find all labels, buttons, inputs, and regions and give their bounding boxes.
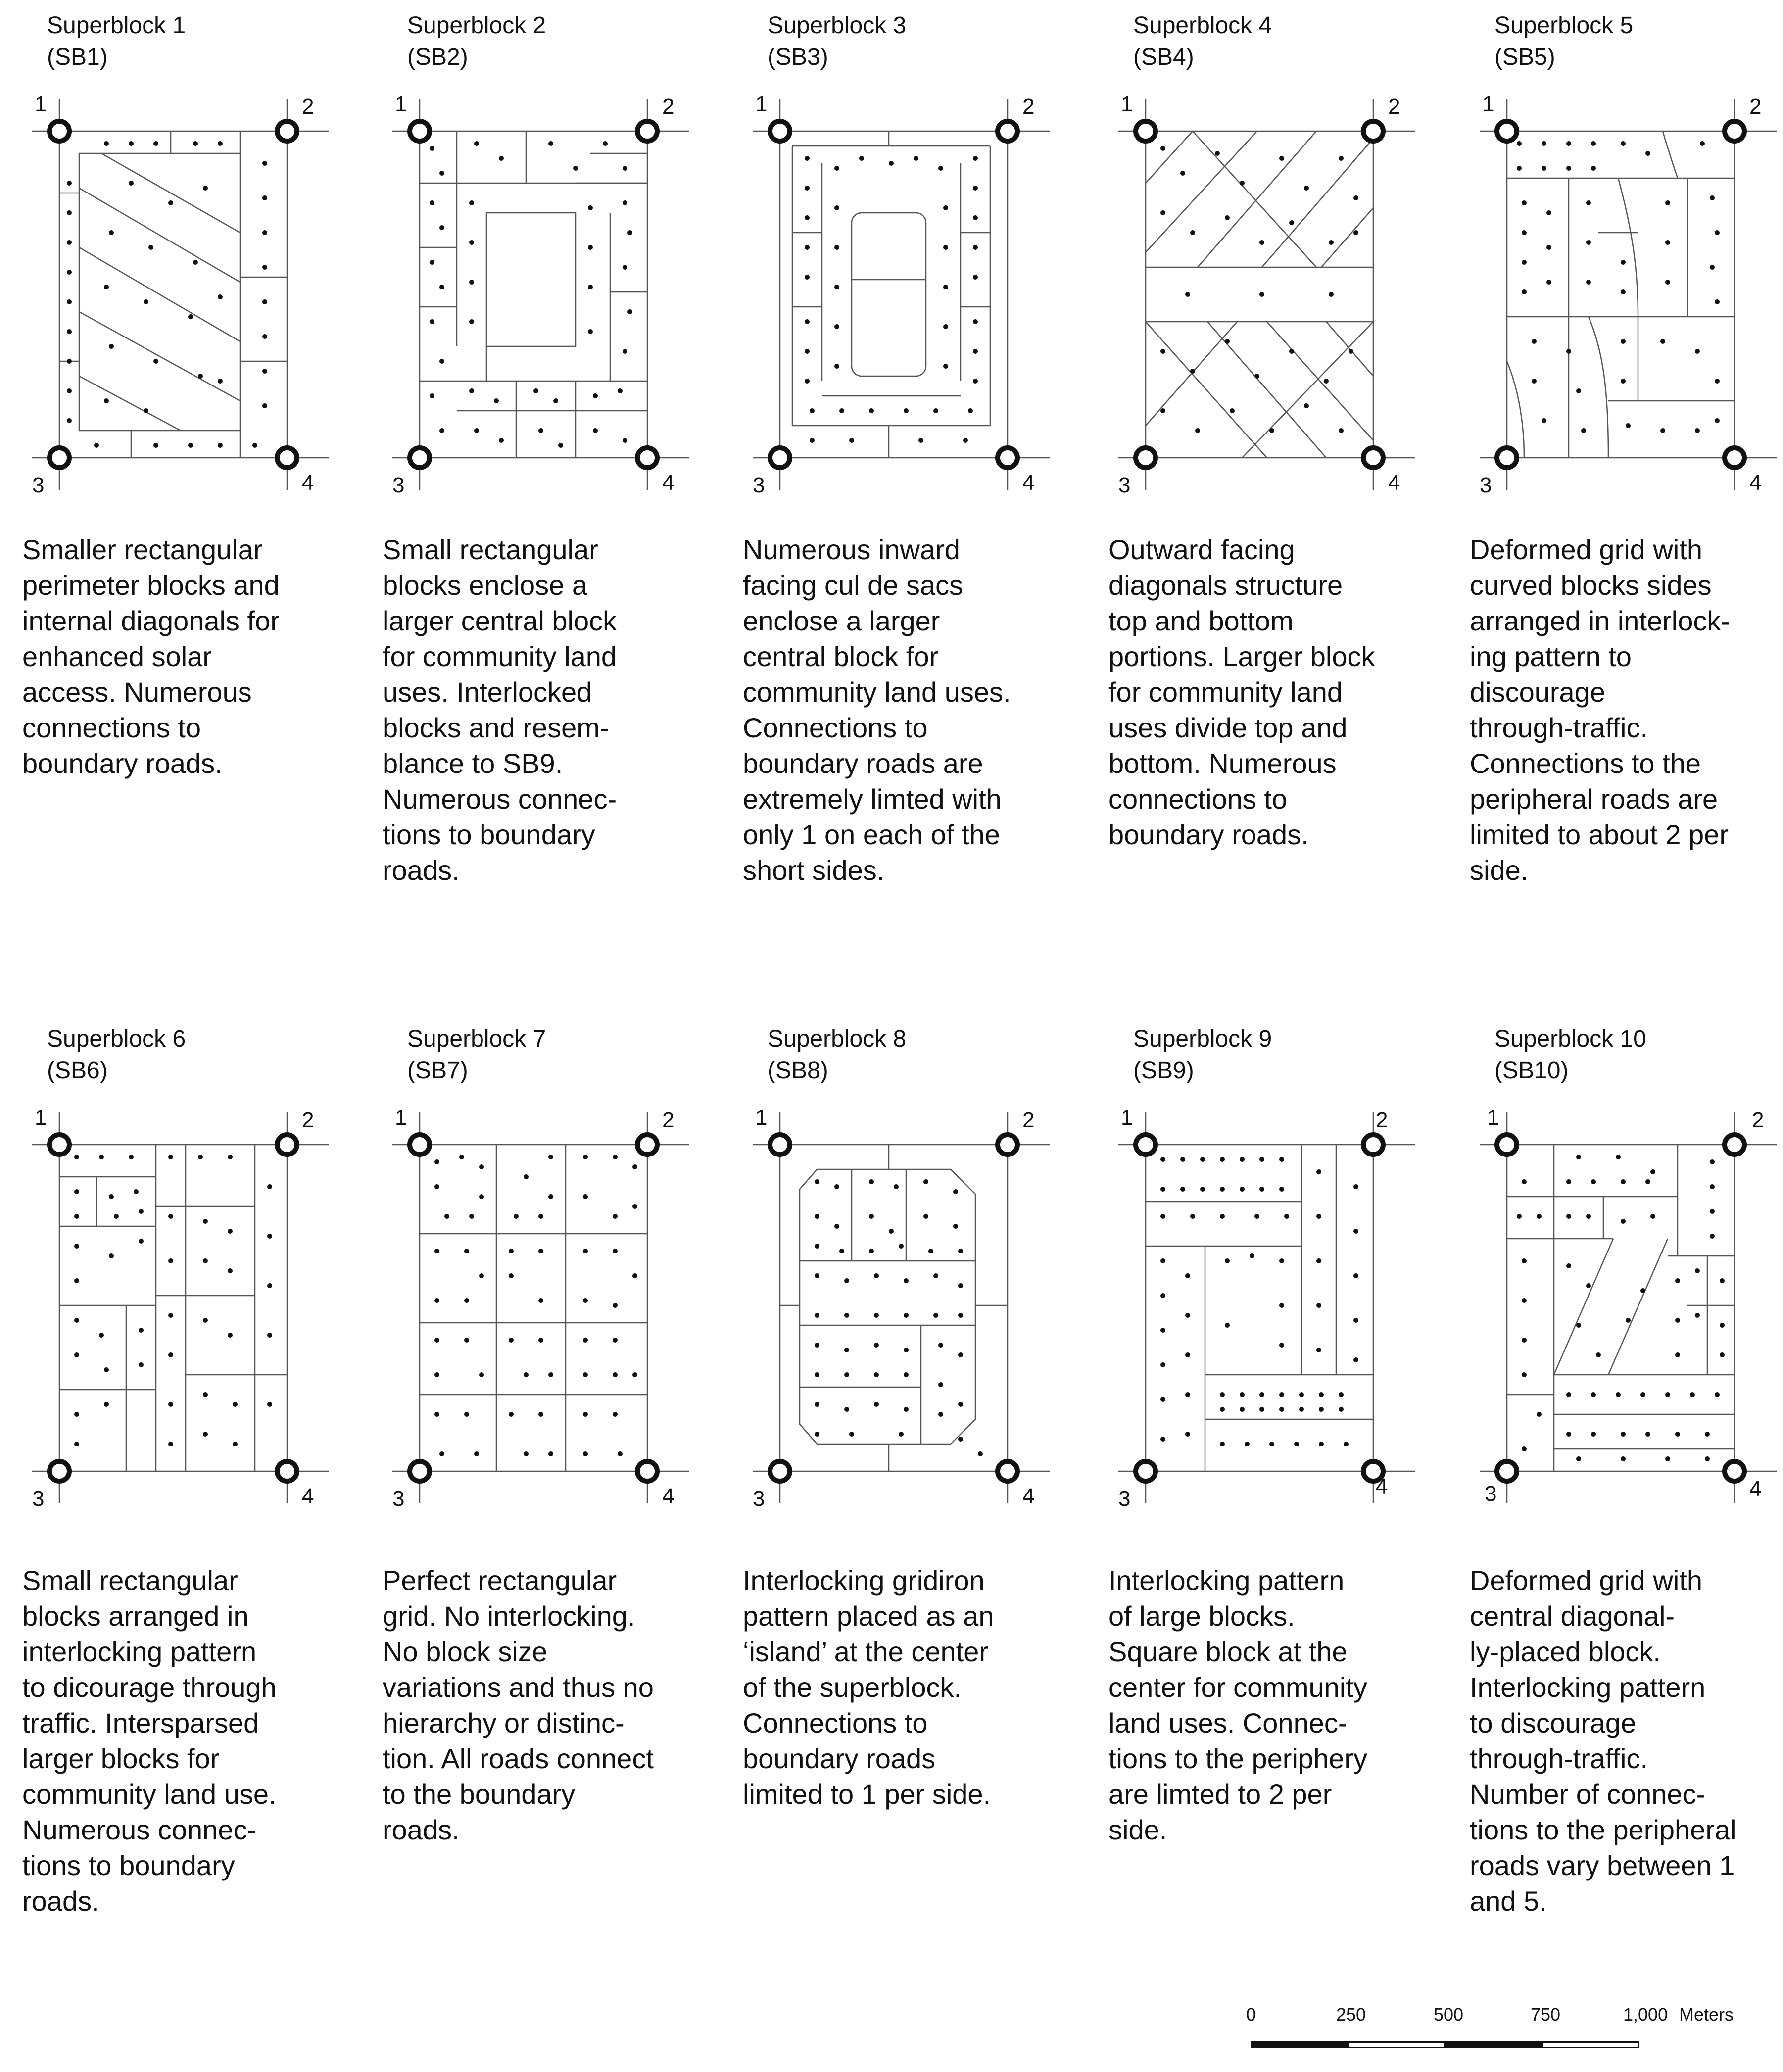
superblock-10-code: (SB10) <box>1494 1058 1569 1084</box>
svg-text:1: 1 <box>755 1106 768 1130</box>
superblock-7-panel <box>383 1023 729 2028</box>
superblock-9-panel <box>1108 1023 1455 2028</box>
svg-text:1: 1 <box>755 92 768 116</box>
svg-text:1: 1 <box>395 1106 407 1130</box>
superblock-5-code: (SB5) <box>1494 44 1555 70</box>
superblock-5-plan <box>1480 84 1777 515</box>
svg-text:3: 3 <box>32 1487 45 1511</box>
svg-text:3: 3 <box>753 1487 765 1511</box>
superblock-1-code: (SB1) <box>47 44 108 70</box>
superblock-8-panel <box>743 1023 1089 2028</box>
superblock-7-code: (SB7) <box>407 1058 468 1084</box>
superblock-9-description: Interlocking pattern of large blocks. Square block at the center for community land uses. Connec- tions to the periphery are limted to 2 per side. <box>1108 1565 1367 1845</box>
superblock-10-plan <box>1480 1098 1777 1528</box>
svg-text:4: 4 <box>662 1484 675 1508</box>
svg-text:3: 3 <box>392 473 405 497</box>
superblock-5-name: Superblock 5 <box>1494 12 1634 39</box>
superblock-2-code: (SB2) <box>407 44 468 70</box>
superblock-4-description: Outward facing diagonals structure top and bottom portions. Larger block for community land uses divide top and bottom. Numerous connections to boundary roads. <box>1108 534 1375 850</box>
superblock-2-plan <box>392 84 689 515</box>
scale-segment-1 <box>1251 2041 1348 2048</box>
superblock-7-name: Superblock 7 <box>407 1026 546 1052</box>
superblock-7-plan <box>392 1098 689 1528</box>
superblock-3-code: (SB3) <box>768 44 828 70</box>
superblock-3-description: Numerous inward facing cul de sacs enclose a larger central block for community land uses. Connections to boundary roads are extremely limted with only 1 on each of the short sides. <box>743 534 1011 886</box>
superblock-3-panel <box>743 10 1089 1014</box>
superblock-10-description: Deformed grid with central diagonal- ly-placed block. Interlocking pattern to discourage through-traffic. Number of connec- tions to the peripheral roads vary between 1 and 5. <box>1470 1565 1736 1917</box>
superblock-4-code: (SB4) <box>1133 44 1194 70</box>
corner-node-1 <box>49 121 69 141</box>
superblock-2-description: Small rectangular blocks enclose a larger central block for community land uses. Interlocked blocks and resem- blance to SB9. Numerous connec- tions to boundary roads. <box>383 534 617 886</box>
svg-text:2: 2 <box>1022 1108 1035 1132</box>
superblock-1-plan <box>32 84 329 515</box>
superblock-4-title <box>1133 10 1272 73</box>
scale-segment-3 <box>1445 2041 1542 2048</box>
svg-text:3: 3 <box>1118 1487 1131 1511</box>
svg-text:3: 3 <box>1480 473 1492 497</box>
superblock-6-panel <box>22 1023 369 2028</box>
scale-bar <box>1237 2004 1732 2064</box>
corner-label-1: 1 <box>35 92 47 116</box>
superblock-4-plan <box>1118 84 1415 515</box>
corner-label-3: 3 <box>32 473 45 497</box>
svg-text:2: 2 <box>1749 95 1762 119</box>
svg-text:1: 1 <box>35 1106 47 1130</box>
superblock-6-title <box>47 1023 186 1087</box>
scale-tick-0: 0 <box>1246 2004 1256 2024</box>
superblock-9-plan <box>1118 1098 1415 1528</box>
superblock-4-panel <box>1108 10 1455 1014</box>
superblock-10-title <box>1494 1023 1646 1087</box>
superblock-10-name: Superblock 10 <box>1494 1026 1646 1052</box>
superblock-1-panel <box>22 10 369 1014</box>
superblock-9-code: (SB9) <box>1133 1058 1194 1084</box>
svg-text:1: 1 <box>395 92 407 116</box>
svg-text:2: 2 <box>302 1108 314 1132</box>
superblock-1-title <box>47 10 186 73</box>
svg-text:3: 3 <box>1485 1482 1497 1506</box>
scale-segment-4 <box>1542 2041 1639 2048</box>
svg-text:1: 1 <box>1482 92 1494 116</box>
superblock-7-title <box>407 1023 546 1087</box>
svg-text:3: 3 <box>392 1487 405 1511</box>
superblock-3-name: Superblock 3 <box>768 12 907 39</box>
svg-text:4: 4 <box>1376 1474 1388 1498</box>
svg-text:2: 2 <box>662 95 675 119</box>
svg-text:4: 4 <box>662 471 675 495</box>
svg-text:4: 4 <box>1022 471 1035 495</box>
superblock-8-title <box>768 1023 906 1087</box>
svg-text:2: 2 <box>1752 1108 1764 1132</box>
superblock-9-title <box>1133 1023 1272 1087</box>
corner-label-2: 2 <box>302 95 314 119</box>
superblock-2-name: Superblock 2 <box>407 12 546 39</box>
svg-text:1: 1 <box>1487 1106 1499 1130</box>
superblock-5-description: Deformed grid with curved blocks sides arranged in interlock- ing pattern to discourage through-traffic. Connections to the peripheral roads are limited to about 2 per side. <box>1470 534 1731 886</box>
svg-text:2: 2 <box>1022 95 1035 119</box>
svg-text:1: 1 <box>1121 1106 1133 1130</box>
superblock-3-title <box>768 10 906 73</box>
scale-tick-750: 750 <box>1531 2004 1561 2024</box>
superblock-10-panel <box>1470 1023 1783 2028</box>
svg-text:2: 2 <box>662 1108 675 1132</box>
svg-text:4: 4 <box>302 1484 314 1508</box>
superblock-1-description: Smaller rectangular perimeter blocks and internal diagonals for enhanced solar access. Numerous connections to boundary roads. <box>22 534 280 779</box>
svg-text:4: 4 <box>1388 471 1400 495</box>
corner-node-2 <box>277 121 297 141</box>
svg-text:4: 4 <box>1022 1484 1035 1508</box>
superblock-8-plan <box>753 1098 1050 1528</box>
scale-tick-500: 500 <box>1434 2004 1464 2024</box>
corner-label-4: 4 <box>302 471 314 495</box>
svg-text:3: 3 <box>1118 473 1131 497</box>
scale-tick-1000: 1,000 <box>1623 2004 1668 2024</box>
superblock-3-plan <box>753 84 1050 515</box>
scale-tick-250: 250 <box>1336 2004 1366 2024</box>
superblock-1-name: Superblock 1 <box>47 12 186 39</box>
superblock-8-description: Interlocking gridiron pattern placed as an ‘island’ at the center of the superblock. Connections to boundary roads limited to 1 per side. <box>743 1565 994 1810</box>
superblock-5-panel <box>1470 10 1783 1014</box>
superblock-7-description: Perfect rectangular grid. No interlocking. No block size variations and thus no hierarchy or distinc- tion. All roads connect to the boundary roads. <box>383 1565 654 1845</box>
svg-text:4: 4 <box>1749 1477 1762 1501</box>
svg-text:3: 3 <box>753 473 765 497</box>
superblock-6-description: Small rectangular blocks arranged in interlocking pattern to dicourage through traffic. Intersparsed larger blocks for community land use. Numerous connec- tions to boundary roads. <box>22 1565 277 1917</box>
superblock-9-name: Superblock 9 <box>1133 1026 1272 1052</box>
superblock-6-plan <box>32 1098 329 1528</box>
scale-unit: Meters <box>1679 2004 1734 2024</box>
superblock-2-panel <box>383 10 729 1014</box>
superblock-5-title <box>1494 10 1633 73</box>
svg-text:2: 2 <box>1388 95 1400 119</box>
corner-node-3 <box>49 448 69 468</box>
superblock-6-name: Superblock 6 <box>47 1026 186 1052</box>
svg-text:2: 2 <box>1376 1108 1388 1132</box>
superblock-8-code: (SB8) <box>768 1058 828 1084</box>
superblock-8-name: Superblock 8 <box>768 1026 907 1052</box>
superblock-2-title <box>407 10 546 73</box>
corner-node-4 <box>277 448 297 468</box>
scale-segment-2 <box>1348 2041 1445 2048</box>
svg-text:4: 4 <box>1749 471 1762 495</box>
superblock-4-name: Superblock 4 <box>1133 12 1272 39</box>
svg-text:1: 1 <box>1121 92 1133 116</box>
superblock-6-code: (SB6) <box>47 1058 108 1084</box>
